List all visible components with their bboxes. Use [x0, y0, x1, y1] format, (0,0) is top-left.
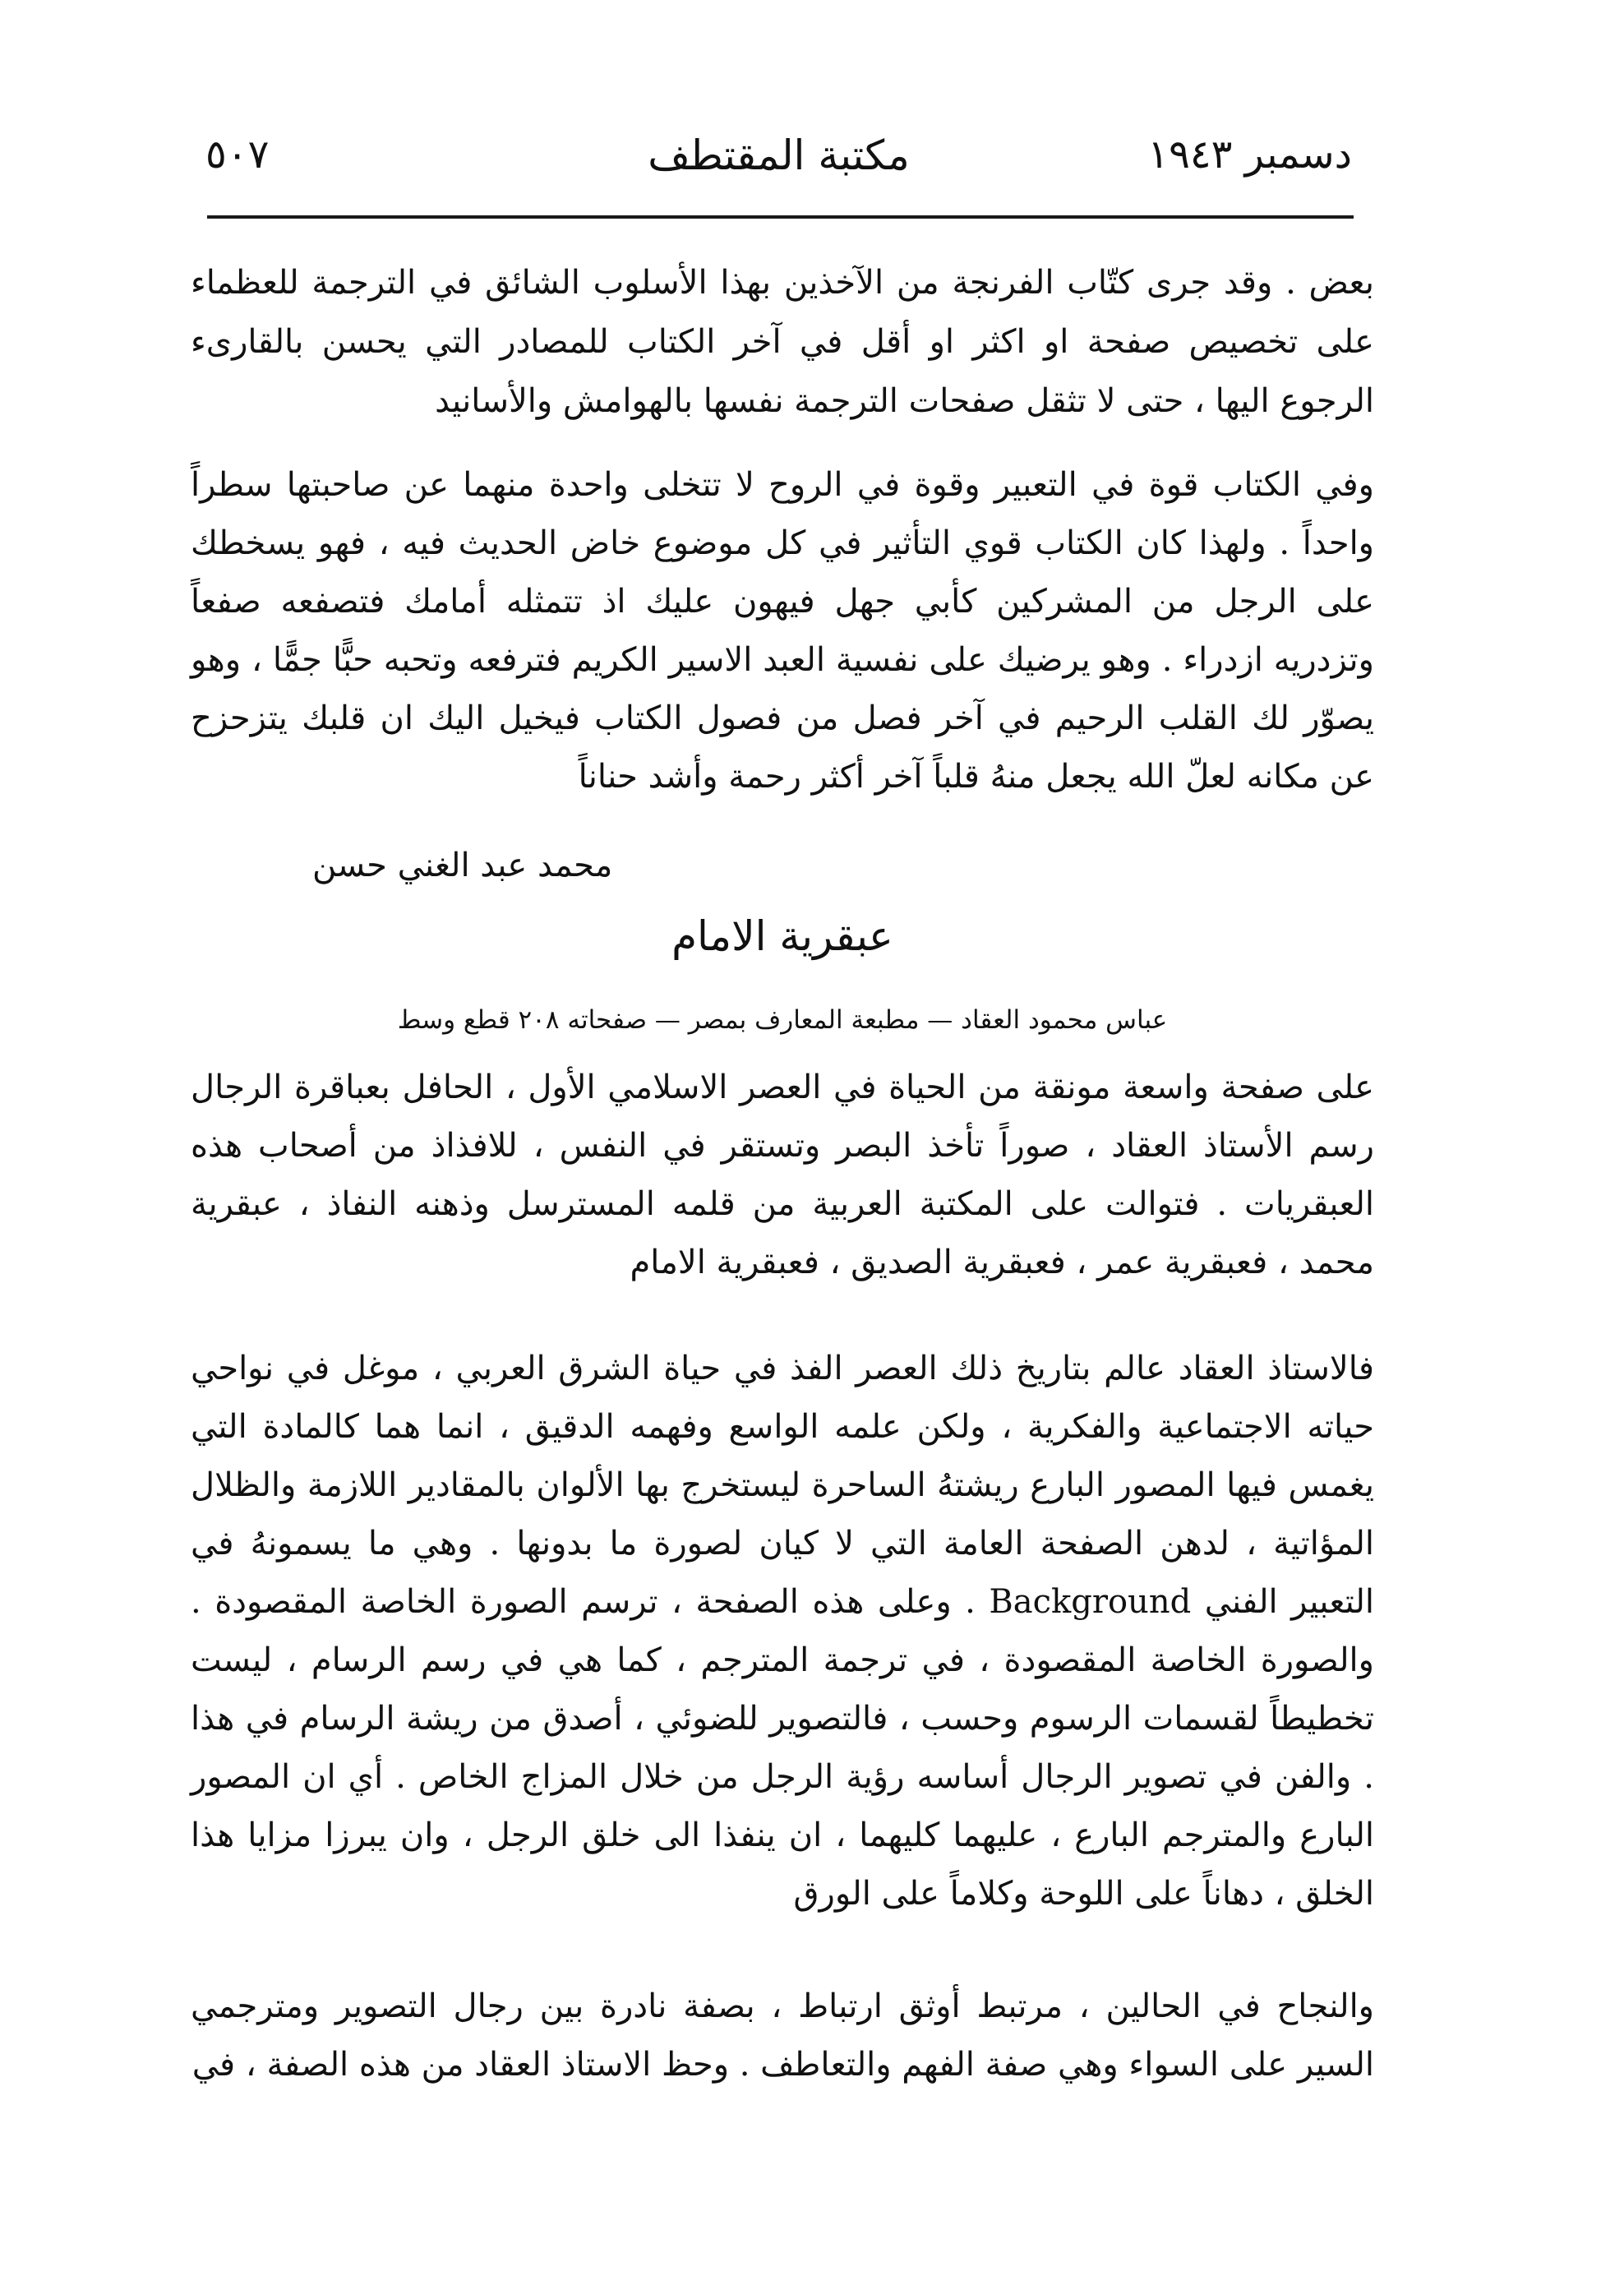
- review2-book-info: عباس محمود العقاد — مطبعة المعارف بمصر — صفحاته ٢٠٨ قطع وسط: [397, 1005, 1168, 1035]
- review2-paragraph-2-continued: . وعلى هذه الصفحة ، ترسم الصورة الخاصة المقصودة . والصورة الخاصة المقصودة ، في ترجمة المترجم ، كما هي في رسم الرسام ، ليست تخطيطاً لقسمات الرسوم وحسب ، فالتصوير للضوئي ، أصدق من ريشة الرسام في هذا . والفن في تصوير الرجال أساسه رؤية الرجل من خلال المزاج الخاص . أي ان المصور البارع والمترجم البارع ، عليهما كليهما ، ان ينفذا الى خلق الرجل ، وان يبرزا مزايا هذا الخلق ، دهاناً على اللوحة وكلاماً على الورق: [191, 1583, 1374, 1913]
- header-divider: [207, 215, 1354, 219]
- running-header: [205, 132, 1352, 197]
- issue-date: دسمبر ١٩٤٣: [1147, 132, 1352, 178]
- review2-title: عبقرية الامام: [671, 912, 893, 960]
- review2-paragraph-1: على صفحة واسعة مونقة من الحياة في العصر الاسلامي الأول ، الحافل بعباقرة الرجال رسم الأستاذ العقاد ، صوراً تأخذ البصر وتستقر في النفس ، للافذاذ من أصحاب هذه العبقريات . فتوالت على المكتبة العربية من قلمه المسترسل وذهنه النفاذ ، عبقرية محمد ، فعبقرية عمر ، فعبقرية الصديق ، فعبقرية الامام: [191, 1069, 1375, 1281]
- journal-section-title: مكتبة المقتطف: [648, 132, 910, 179]
- review2-latin-term: Background: [989, 1583, 1192, 1621]
- review1-paragraph-2: وفي الكتاب قوة في التعبير وقوة في الروح لا تتخلى واحدة منهما عن صاحبتها سطراً واحداً . ولهذا كان الكتاب قوي التأثير في كل موضوع خاض الحديث فيه ، فهو يسخطك على الرجل من المشركين كأبي جهل فيهون عليك اذ تتمثله أمامك فتصفعه صفعاً وتزدريه ازدراء . وهو يرضيك على نفسية العبد الاسير الكريم فترفعه وتحبه حبًّا جمًّا ، وهو يصوّر لك القلب الرحيم في آخر فصل من فصول الكتاب فيخيل اليك ان قلبك يتزحزح عن مكانه لعلّ الله يجعل منهُ قلباً آخر أكثر رحمة وأشد حناناً: [191, 466, 1374, 796]
- review2-paragraph-2-text: فالاستاذ العقاد عالم بتاريخ ذلك العصر الفذ في حياة الشرق العربي ، موغل في نواحي حياته الاجتماعية والفكرية ، ولكن علمه الواسع وفهمه الدقيق ، انما هما كالمادة التي يغمس فيها المصور البارع ريشتهُ الساحرة ليستخرج بها الألوان بالمقادير اللازمة والظلال المؤاتية ، لدهن الصفحة العامة التي لا كيان لصورة ما بدونها . وهي ما يسمونهُ في التعبير الفني: [191, 1350, 1375, 1621]
- review2-paragraph-2: [191, 1340, 1374, 1923]
- review1-paragraph-1: بعض . وقد جرى كتّاب الفرنجة من الآخذين بهذا الأسلوب الشائق في الترجمة للعظماء على تخصيص صفحة او اكثر او أقل في آخر الكتاب للمصادر التي يحسن بالقارىء الرجوع اليها ، حتى لا تثقل صفحات الترجمة نفسها بالهوامش والأسانيد: [191, 264, 1374, 420]
- page-number: ٥٠٧: [205, 132, 270, 178]
- review2-paragraph-3: والنجاح في الحالين ، مرتبط أوثق ارتباط ، بصفة نادرة بين رجال التصوير ومترجمي السير على السواء وهي صفة الفهم والتعاطف . وحظ الاستاذ العقاد من هذه الصفة ، في: [191, 1987, 1374, 2084]
- review1-signature: محمد عبد الغني حسن: [312, 847, 613, 884]
